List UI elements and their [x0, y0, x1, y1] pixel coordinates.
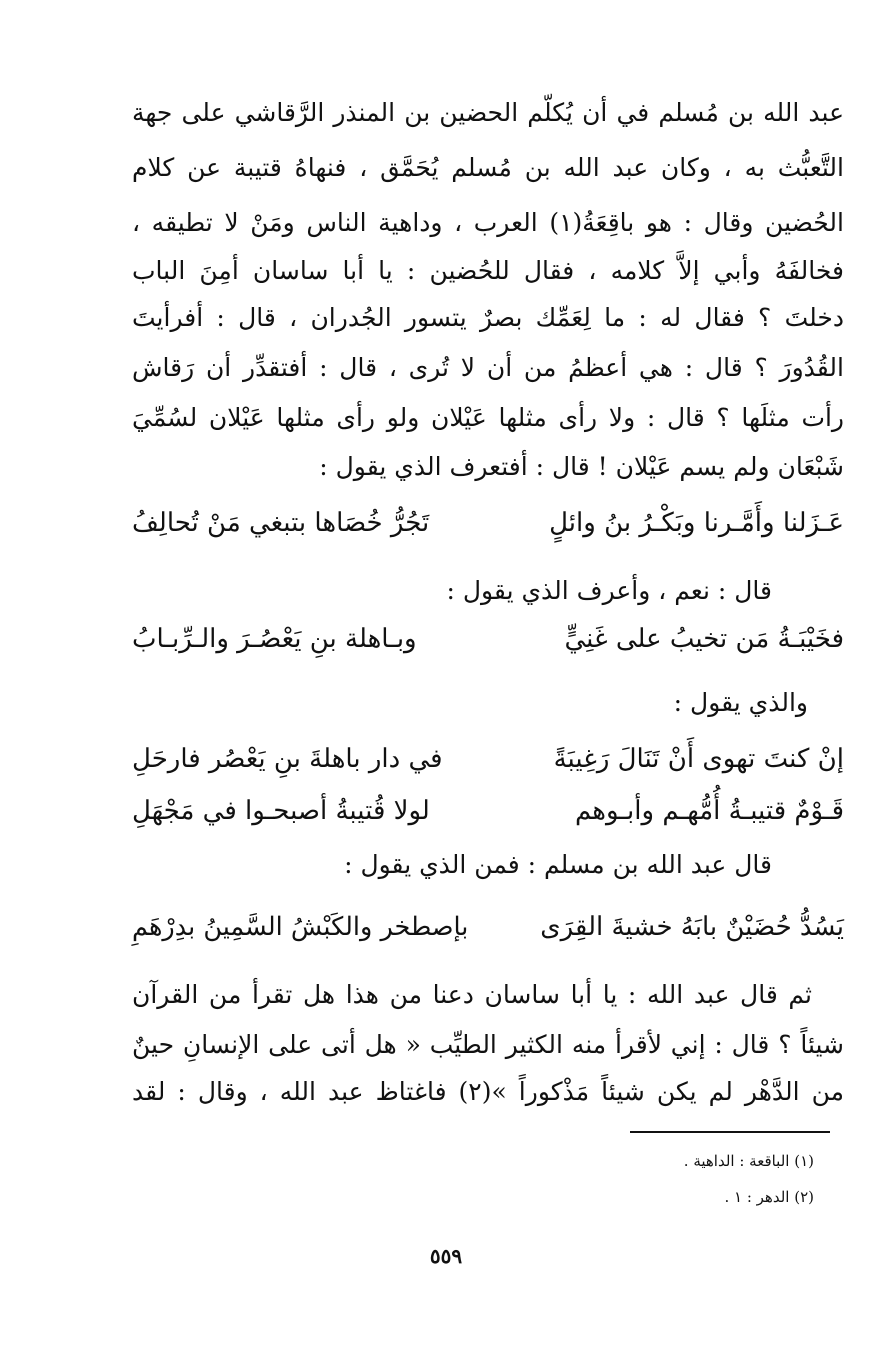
verse-line: [132, 912, 844, 952]
footnote: (١) الباقعة : الداهية .: [683, 1152, 814, 1170]
prose-line: شَبْعَان ولم يسم عَيْلان ! قال : أفتعرف الذي يقول :: [319, 452, 844, 481]
verse-hemistich-second: تَجُرُّ خُصَاها بتبغي مَنْ تُحالِفُ: [132, 508, 430, 538]
verse-hemistich-first: إنْ كنتَ تهوى أَنْ تَنَالَ رَغِيبَةً: [553, 744, 844, 774]
footnote-separator: [630, 1131, 830, 1133]
verse-hemistich-second: لولا قُتيبةُ أصبحـوا في مَجْهَلِ: [132, 796, 430, 826]
verse-intro: قال : نعم ، وأعرف الذي يقول :: [446, 576, 772, 605]
footnote: (٢) الدهر : ١ .: [724, 1188, 814, 1206]
verse-hemistich-first: يَسُدُّ حُضَيْنٌ بابَهُ خشيةَ القِرَى: [540, 912, 844, 942]
verse-hemistich-second: بإصطخر والكَبْشُ السَّمِينُ بدِرْهَمِ: [132, 912, 469, 942]
prose-line: شيئاً ؟ قال : إني لأقرأ منه الكثير الطيِّب « هل أتى على الإنسانِ حينٌ: [132, 1030, 844, 1059]
verse-hemistich-second: في دار باهلةَ بنِ يَعْصُر فارحَلِ: [132, 744, 443, 774]
prose-line: التَّعبُّث به ، وكان عبد الله بن مُسلم يُحَمَّق ، فنهاهُ قتيبة عن كلام: [132, 153, 844, 182]
prose-line: رأت مثلَها ؟ قال : ولا رأى مثلها عَيْلان ولو رأى مثلها عَيْلان لسُمِّيَ: [132, 403, 844, 432]
verse-hemistich-first: فخَيْبَـةُ مَن تخيبُ على غَنِيٍّ: [564, 624, 844, 654]
prose-line: ثم قال عبد الله : يا أبا ساسان دعنا من هذا هل تقرأ من القرآن: [132, 980, 812, 1009]
verse-intro: قال عبد الله بن مسلم : فمن الذي يقول :: [344, 850, 772, 879]
page-number: ٥٥٩: [429, 1244, 463, 1268]
verse-hemistich-second: وبـاهلة بنِ يَعْصُـرَ والـرِّبـابُ: [132, 624, 417, 654]
prose-line: القُدُورَ ؟ قال : هي أعظمُ من أن لا تُرى ، قال : أفتقدِّر أن رَقاش: [132, 353, 844, 382]
prose-line: فخالفَهُ وأبي إلاَّ كلامه ، فقال للحُضين : يا أبا ساسان أمِنَ الباب: [132, 256, 844, 285]
verse-line: [132, 624, 844, 664]
prose-line: الحُضين وقال : هو باقِعَةُ(١) العرب ، وداهية الناس ومَنْ لا تطيقه ،: [132, 208, 844, 237]
verse-line: [132, 796, 844, 836]
verse-intro: والذي يقول :: [673, 688, 808, 717]
verse-line: [132, 744, 844, 784]
prose-line: دخلتَ ؟ فقال له : ما لِعَمِّك بصرٌ يتسور الجُدران ، قال : أفرأيتَ: [132, 303, 844, 332]
prose-line: من الدَّهْر لم يكن شيئاً مَذْكوراً »(٢) فاغتاظ عبد الله ، وقال : لقد: [132, 1077, 845, 1106]
prose-line: عبد الله بن مُسلم في أن يُكلّم الحضين بن المنذر الرَّقاشي على جهة: [132, 98, 844, 127]
verse-hemistich-first: قَـوْمٌ قتيبـةُ أُمُّهـم وأبـوهم: [574, 796, 844, 826]
verse-hemistich-first: عَـزَلنا وأَمَّـرنا وبَكْـرُ بنُ وائلٍ: [549, 508, 844, 538]
verse-line: [132, 508, 844, 548]
